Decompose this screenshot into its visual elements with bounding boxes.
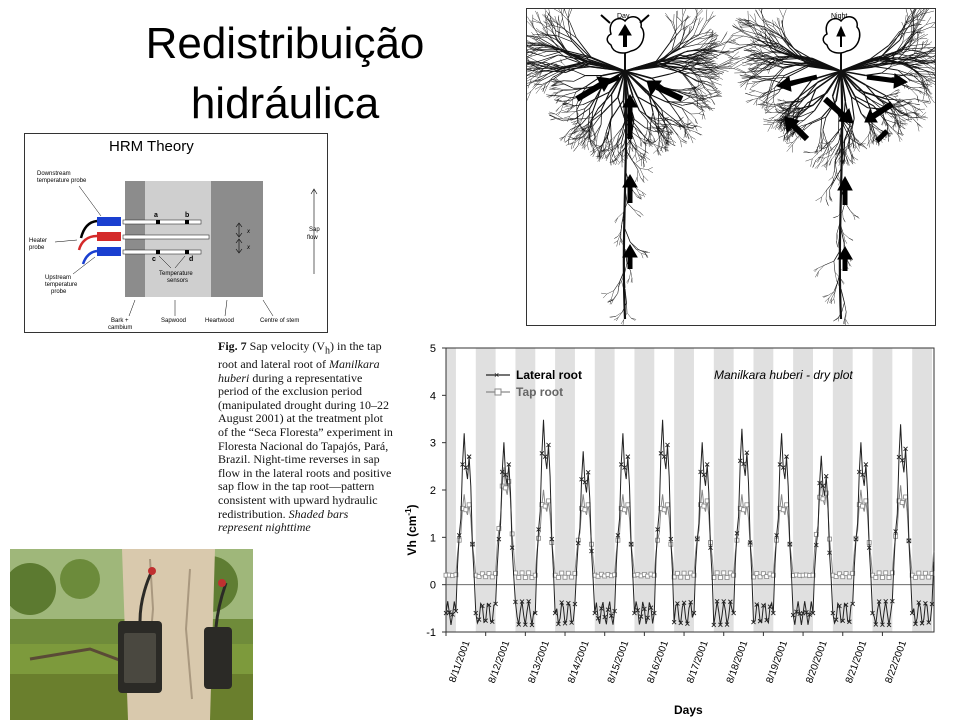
data-point bbox=[523, 576, 527, 580]
data-point bbox=[702, 504, 706, 508]
data-point bbox=[666, 503, 670, 507]
sensor-a-label: a bbox=[154, 212, 158, 219]
caption-body: representative period of the exclusion period (manipulated drought during 10–22 August 2001) at the treatment plot of the “Seca Floresta” experiment in Floresta Nacional do Tapajós, Pará, Brazil. Night-time reverses in sap flow in the lateral roots and positive sap flow in the tap root—pattern consistent with upward hydraulic redistribution. bbox=[218, 371, 393, 521]
caption-fig-label: Fig. 7 bbox=[218, 339, 247, 353]
x-tick-labels bbox=[446, 632, 909, 685]
night-root-system bbox=[728, 9, 935, 325]
upstream-label-1: Upstream bbox=[45, 275, 71, 281]
data-point bbox=[626, 503, 630, 507]
night-bar bbox=[595, 348, 615, 632]
data-point bbox=[742, 508, 746, 512]
x-tick-label: 8/22/2001 bbox=[884, 639, 910, 685]
x-label-lower: x bbox=[246, 245, 251, 251]
data-point bbox=[874, 575, 878, 579]
downstream-label-1: Downstream bbox=[37, 171, 71, 177]
data-point bbox=[725, 575, 729, 579]
caption-line1: Sap velocity (V bbox=[250, 339, 325, 353]
y-tick-label: 0 bbox=[430, 580, 436, 592]
night-bar bbox=[753, 348, 773, 632]
data-point bbox=[623, 508, 627, 512]
x-tick-label: 8/19/2001 bbox=[764, 639, 790, 685]
data-point bbox=[722, 571, 726, 575]
caption-sub: h bbox=[325, 345, 330, 356]
data-point bbox=[560, 571, 564, 575]
data-point bbox=[781, 508, 785, 512]
x-tick-label: 8/17/2001 bbox=[685, 639, 711, 685]
heartwood-layer bbox=[211, 181, 263, 297]
x-tick-label: 8/20/2001 bbox=[804, 639, 830, 685]
data-point bbox=[520, 571, 524, 575]
y-tick-label: 4 bbox=[430, 390, 436, 402]
hrm-svg bbox=[25, 134, 327, 332]
x-axis-label: Days bbox=[674, 703, 703, 717]
data-point bbox=[715, 571, 719, 575]
chart-annotation: Manilkara huberi - dry plot bbox=[714, 368, 853, 382]
x-tick-label: 8/16/2001 bbox=[645, 639, 671, 685]
data-point bbox=[583, 508, 587, 512]
data-point bbox=[517, 575, 521, 579]
day-label: Day bbox=[617, 13, 630, 20]
data-point bbox=[718, 576, 722, 580]
x-tick-label: 8/18/2001 bbox=[725, 639, 751, 685]
caption-italic-tail: Shaded bars represent nighttime bbox=[218, 507, 348, 535]
data-point bbox=[917, 571, 921, 575]
data-point bbox=[923, 571, 927, 575]
data-point bbox=[464, 508, 468, 512]
data-point bbox=[785, 503, 789, 507]
root-diagram-svg bbox=[527, 9, 935, 325]
y-tick-label: 3 bbox=[430, 438, 436, 450]
x-label-upper: x bbox=[246, 229, 251, 235]
data-point bbox=[543, 504, 547, 508]
x-tick-label: 8/21/2001 bbox=[844, 639, 870, 685]
y-tick-label: -1 bbox=[426, 627, 436, 639]
x-tick-label: 8/12/2001 bbox=[487, 639, 513, 685]
caption-line2: tap root and lateral root of bbox=[218, 339, 382, 371]
night-bar bbox=[634, 348, 654, 632]
chart-svg bbox=[398, 330, 946, 720]
slide-title-line1: Redistribuição bbox=[100, 14, 470, 74]
legend-lateral-root: Lateral root bbox=[516, 368, 582, 382]
night-bar bbox=[674, 348, 694, 632]
data-point bbox=[861, 504, 865, 508]
y-axis-label: Vh $(cm^{-1})$ bbox=[404, 504, 419, 555]
hrm-title: HRM Theory bbox=[109, 138, 194, 155]
field-sensor-photo bbox=[10, 549, 253, 720]
sensor-b-label: b bbox=[185, 212, 189, 219]
downstream-label-2: temperature probe bbox=[37, 178, 87, 184]
data-point bbox=[563, 575, 567, 579]
slide-title-line2: hidráulica bbox=[100, 74, 470, 134]
night-bar bbox=[714, 348, 734, 632]
night-bar bbox=[793, 348, 813, 632]
probe-heads bbox=[97, 217, 121, 256]
data-point bbox=[566, 571, 570, 575]
figure-caption bbox=[218, 340, 394, 535]
root-redistribution-diagram bbox=[526, 8, 936, 326]
svg-text:×: × bbox=[494, 370, 499, 380]
hrm-theory-diagram bbox=[24, 133, 328, 333]
data-point bbox=[662, 508, 666, 512]
data-point bbox=[920, 575, 924, 579]
data-point bbox=[913, 575, 917, 579]
data-point bbox=[904, 495, 908, 499]
sensor-d-label: d bbox=[189, 256, 193, 263]
legend-tap-root: Tap root bbox=[516, 385, 563, 399]
upstream-label-3: probe bbox=[51, 289, 67, 295]
caption-line3-tail: during a bbox=[249, 371, 292, 385]
y-tick-label: 2 bbox=[430, 485, 436, 497]
data-point bbox=[556, 575, 560, 579]
temp-sensors-label-1: Temperature bbox=[159, 271, 193, 277]
temp-sensors-label-2: sensors bbox=[167, 278, 188, 284]
sap-flow-label-2: flow bbox=[307, 235, 318, 241]
data-point bbox=[821, 497, 825, 501]
data-point bbox=[656, 538, 660, 542]
night-bar bbox=[833, 348, 853, 632]
data-point bbox=[675, 571, 679, 575]
data-point bbox=[467, 503, 471, 507]
downstream-probe-head bbox=[97, 217, 121, 226]
x-tick-label: 8/14/2001 bbox=[566, 639, 592, 685]
caption-line1-tail: ) in the bbox=[330, 339, 364, 353]
data-point bbox=[682, 571, 686, 575]
data-point bbox=[880, 576, 884, 580]
heater-label-2: probe bbox=[29, 245, 45, 251]
y-tick-labels bbox=[426, 343, 446, 639]
data-point bbox=[745, 503, 749, 507]
data-point bbox=[887, 576, 891, 580]
caption-species: Manilkara huberi bbox=[218, 357, 380, 385]
night-bar bbox=[873, 348, 893, 632]
sap-flow-label-1: Sap bbox=[309, 227, 320, 233]
upstream-label-2: temperature bbox=[45, 282, 78, 288]
bark-label-1: Bark + bbox=[111, 318, 129, 324]
sensor-c-label: c bbox=[152, 256, 156, 263]
centre-label: Centre of stem bbox=[260, 318, 299, 324]
x-tick-label: 8/15/2001 bbox=[606, 639, 632, 685]
x-tick-label: 8/13/2001 bbox=[526, 639, 552, 685]
heater-label-1: Heater bbox=[29, 238, 47, 244]
sapwood-label: Sapwood bbox=[161, 318, 186, 324]
photo-svg bbox=[10, 549, 253, 720]
data-point bbox=[884, 571, 888, 575]
night-label: Night bbox=[831, 13, 847, 20]
data-point bbox=[546, 499, 550, 503]
heartwood-label: Heartwood bbox=[205, 318, 234, 324]
day-root-system bbox=[527, 9, 746, 325]
night-bar bbox=[446, 348, 456, 632]
night-bar bbox=[476, 348, 496, 632]
data-point bbox=[504, 486, 508, 490]
y-tick-label: 1 bbox=[430, 532, 436, 544]
upstream-probe-head bbox=[97, 247, 121, 256]
data-point bbox=[685, 575, 689, 579]
data-point bbox=[527, 571, 531, 575]
data-point bbox=[679, 575, 683, 579]
heater-probe-head bbox=[97, 232, 121, 241]
sap-velocity-chart bbox=[398, 330, 946, 720]
data-point bbox=[877, 571, 881, 575]
y-tick-label: 5 bbox=[430, 343, 436, 355]
data-point bbox=[900, 500, 904, 504]
slide-title bbox=[100, 14, 470, 134]
x-tick-label: 8/11/2001 bbox=[447, 639, 472, 684]
bark-label-2: cambium bbox=[108, 325, 132, 331]
night-bar bbox=[912, 348, 932, 632]
